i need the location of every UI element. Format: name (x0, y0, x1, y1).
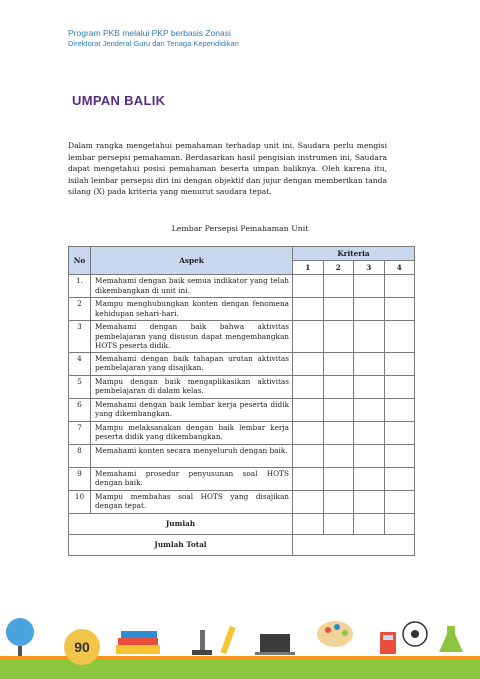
kriteria-checkbox-2[interactable] (323, 375, 354, 398)
kriteria-checkbox-2[interactable] (323, 352, 354, 375)
kriteria-level-1: 1 (293, 261, 324, 275)
flask-icon (439, 626, 463, 652)
col-header-no: No (69, 247, 91, 275)
kriteria-checkbox-3[interactable] (354, 375, 385, 398)
table-row (69, 375, 415, 398)
kriteria-checkbox-4[interactable] (384, 375, 415, 398)
kriteria-checkbox-2[interactable] (323, 321, 354, 353)
kriteria-checkbox-1[interactable] (293, 398, 324, 421)
header-directorate: Direktorat Jenderal Guru dan Tenaga Kependidikan (68, 39, 239, 48)
table-row (69, 421, 415, 444)
jumlah-cell-4[interactable] (384, 513, 415, 534)
perception-table (68, 246, 415, 556)
kriteria-checkbox-4[interactable] (384, 421, 415, 444)
kriteria-checkbox-2[interactable] (323, 444, 354, 467)
books-icon (116, 631, 160, 654)
row-number: 3 (69, 321, 91, 353)
kriteria-checkbox-1[interactable] (293, 444, 324, 467)
kriteria-checkbox-2[interactable] (323, 398, 354, 421)
row-aspek: Memahami dengan baik lembar kerja peserta didik yang dikembangkan. (91, 398, 293, 421)
row-number: 7 (69, 421, 91, 444)
jumlah-total-label: Jumlah Total (69, 534, 293, 555)
kriteria-level-2: 2 (323, 261, 354, 275)
table-row (69, 398, 415, 421)
kriteria-checkbox-3[interactable] (354, 298, 385, 321)
table-row (69, 490, 415, 513)
kriteria-checkbox-2[interactable] (323, 275, 354, 298)
kriteria-checkbox-4[interactable] (384, 321, 415, 353)
table-row (69, 352, 415, 375)
jumlah-label: Jumlah (69, 513, 293, 534)
kriteria-checkbox-3[interactable] (354, 490, 385, 513)
row-aspek: Memahami dengan baik tahapan urutan aktivitas pembelajaran yang disajikan. (91, 352, 293, 375)
kriteria-checkbox-3[interactable] (354, 352, 385, 375)
paint-palette-icon (317, 621, 353, 647)
kriteria-checkbox-2[interactable] (323, 467, 354, 490)
jumlah-total-cell[interactable] (293, 534, 415, 555)
microscope-icon (192, 630, 212, 655)
row-number: 5 (69, 375, 91, 398)
intro-paragraph: Dalam rangka mengetahui pemahaman terhadap unit ini, Saudara perlu mengisi lembar persepsi pemahaman. Berdasarkan hasil pengisian instrumen ini, Saudara dapat mengetahui posisi pemahaman beserta umpan baliknya. Oleh karena itu, isilah lembar persepsi diri ini dengan objektif dan jujur dengan memberikan tanda silang (X) pada kriteria yang menurut saudara tepat. (68, 141, 387, 197)
kriteria-checkbox-1[interactable] (293, 467, 324, 490)
row-number: 10 (69, 490, 91, 513)
kriteria-checkbox-1[interactable] (293, 352, 324, 375)
row-number: 6 (69, 398, 91, 421)
kriteria-checkbox-3[interactable] (354, 467, 385, 490)
row-aspek: Mampu membahas soal HOTS yang disajikan dengan tepat. (91, 490, 293, 513)
kriteria-checkbox-4[interactable] (384, 398, 415, 421)
kriteria-checkbox-2[interactable] (323, 490, 354, 513)
kriteria-checkbox-4[interactable] (384, 490, 415, 513)
soccer-ball-icon (403, 622, 427, 646)
row-number: 1. (69, 275, 91, 298)
col-header-kriteria: Kriteria (293, 247, 415, 261)
table-row (69, 444, 415, 467)
table-row (69, 298, 415, 321)
kriteria-level-3: 3 (354, 261, 385, 275)
row-number: 2 (69, 298, 91, 321)
row-aspek: Memahami dengan baik bahwa aktivitas pembelajaran yang disusun dapat mengembangkan HOTS peserta didik. (91, 321, 293, 353)
pencil-icon (220, 626, 235, 654)
kriteria-checkbox-4[interactable] (384, 467, 415, 490)
header-program: Program PKB melalui PKP berbasis Zonasi (68, 28, 231, 38)
kriteria-checkbox-1[interactable] (293, 421, 324, 444)
kriteria-checkbox-1[interactable] (293, 298, 324, 321)
row-aspek: Mampu dengan baik mengaplikasikan aktivitas pembelajaran di dalam kelas. (91, 375, 293, 398)
laptop-icon (255, 634, 295, 655)
row-number: 4 (69, 352, 91, 375)
kriteria-checkbox-1[interactable] (293, 490, 324, 513)
row-aspek: Mampu menghubungkan konten dengan fenomena kehidupan sehari-hari. (91, 298, 293, 321)
table-caption: Lembar Persepsi Pemahaman Unit (171, 224, 309, 233)
table-row (69, 275, 415, 298)
kriteria-checkbox-3[interactable] (354, 321, 385, 353)
row-aspek: Memahami prosedur penyusunan soal HOTS dengan baik. (91, 467, 293, 490)
kriteria-checkbox-1[interactable] (293, 275, 324, 298)
kriteria-checkbox-4[interactable] (384, 444, 415, 467)
kriteria-checkbox-3[interactable] (354, 421, 385, 444)
jumlah-cell-3[interactable] (354, 513, 385, 534)
row-aspek: Mampu melaksanakan dengan baik lembar kerja peserta didik yang dikembangkan. (91, 421, 293, 444)
kriteria-checkbox-3[interactable] (354, 275, 385, 298)
kriteria-checkbox-1[interactable] (293, 375, 324, 398)
section-title: UMPAN BALIK (72, 93, 166, 108)
kriteria-checkbox-4[interactable] (384, 275, 415, 298)
kriteria-level-4: 4 (384, 261, 415, 275)
table-row (69, 321, 415, 353)
jumlah-cell-1[interactable] (293, 513, 324, 534)
row-aspek: Memahami dengan baik semua indikator yang telah dikembangkan di unit ini. (91, 275, 293, 298)
kriteria-checkbox-3[interactable] (354, 398, 385, 421)
page-number: 90 (64, 629, 100, 665)
kriteria-checkbox-4[interactable] (384, 298, 415, 321)
row-number: 9 (69, 467, 91, 490)
kriteria-checkbox-2[interactable] (323, 298, 354, 321)
calculator-icon (380, 632, 396, 654)
globe-icon (6, 618, 34, 656)
kriteria-checkbox-4[interactable] (384, 352, 415, 375)
jumlah-cell-2[interactable] (323, 513, 354, 534)
kriteria-checkbox-1[interactable] (293, 321, 324, 353)
table-row (69, 467, 415, 490)
row-aspek: Memahami konten secara menyeluruh dengan baik. (91, 444, 293, 467)
col-header-aspek: Aspek (91, 247, 293, 275)
row-number: 8 (69, 444, 91, 467)
kriteria-checkbox-3[interactable] (354, 444, 385, 467)
kriteria-checkbox-2[interactable] (323, 421, 354, 444)
